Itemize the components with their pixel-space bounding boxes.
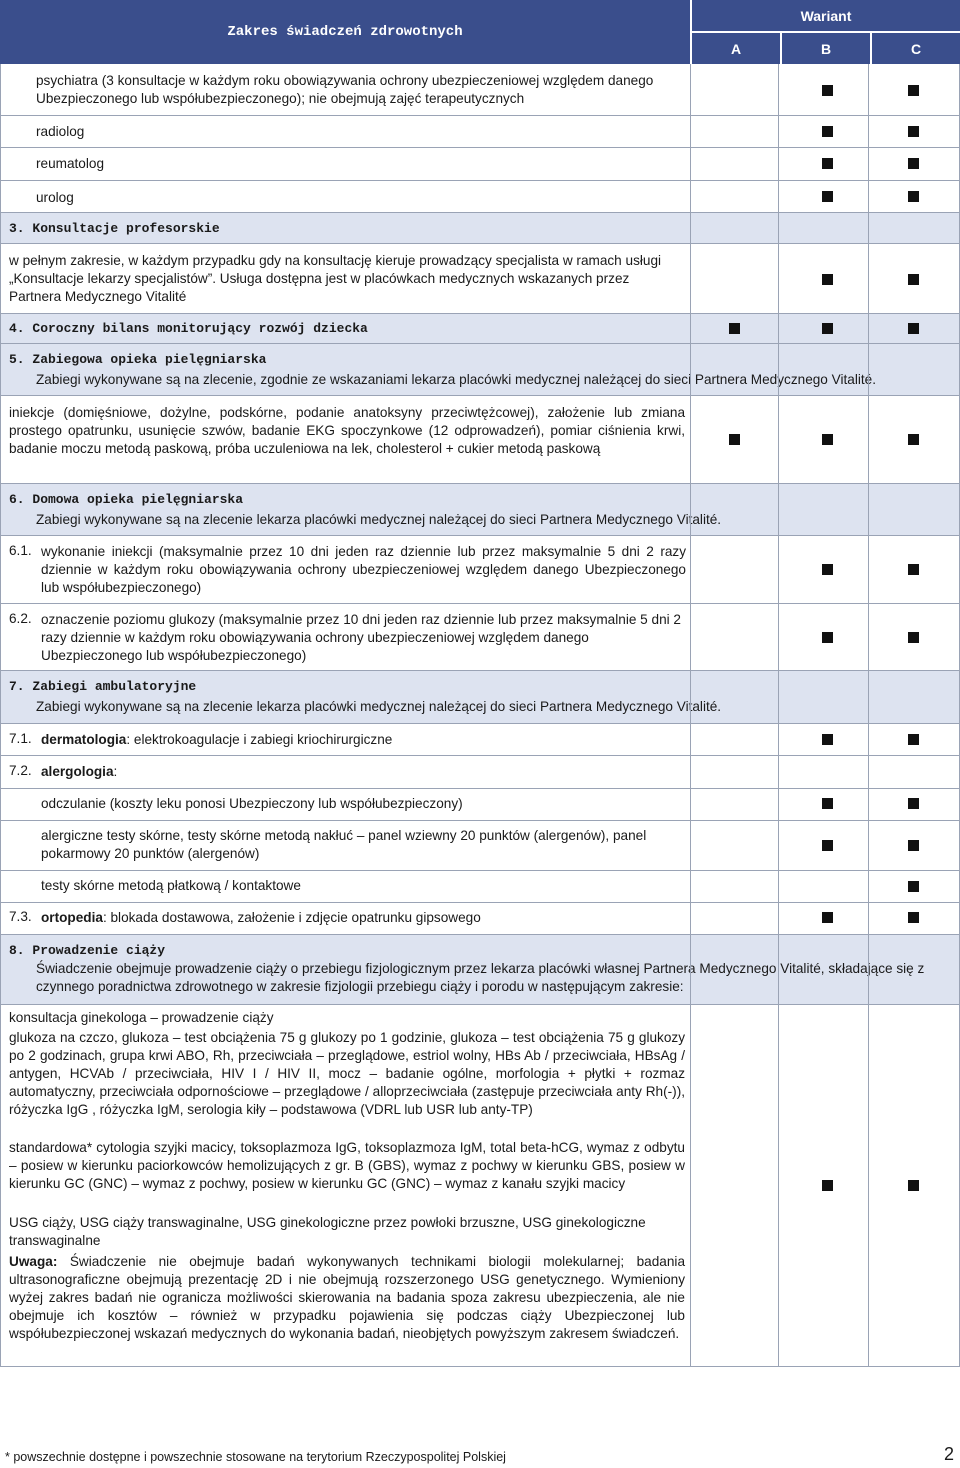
check-b xyxy=(822,434,833,445)
check-c xyxy=(908,158,919,169)
row-prowadzenie-ciazy: konsultacja ginekologa – prowadzenie ciąży glukoza na czczo, glukoza – test obciążenia 75 g glukozy po 1 godzinie, glukoza – test obciążenia 75 g glukozy po 2 godzinach, grupa krwi ABO, Rh, przeciwciała – przeglądowe, estriol wolny, HBs Ab / przeciwciała, HBsAg / antygen, HCVAb / przeciwciała, HIV I / HIV II, mocz – badanie ogólne, morfologia + płytki + rozmaz automatyczny, przeciwciała odpornościowe – przeglądowe / alloprzeciwciała (zastępuje przeciwciała anty Rh(-)), różyczka IgG , różyczka IgM, serologia kiły – podstawowa (VDRL lub USR lub anty-TP) standardowa* cytologia szyjki macicy, toksoplazmoza IgG, toksoplazmoza IgM, total beta-hCG, wymaz z odbytu – posiew w kierunku paciorkowców hemolizujących z gr. B (GBS), wymaz z pochwy w kierunku GBS, posiew w kierunku GC (GNC) – wymaz z pochwy, posiew w kierunku GC (GNC) – wymaz z kanału szyjki macicy USG ciąży, USG ciąży transwaginalne, USG ginekologiczne przez powłoki brzuszne, USG ginekologiczne transwaginalne Uwaga: Świadczenie nie obejmuje badań wykonywanych technikami biologii molekularnej; badania ultrasonograficzne obejmują prezentację 2D i nie obejmują rozszerzonego USG genetycznego. Wymieniony wyżej zakres badań nie ogranicza możliwości skierowania na badania spoza zakresu ubezpieczenia, ale nie obejmuje ich kosztów – również w przypadku pojawienia się podczas ciąży Ubezpieczonej lub współubezpieczonej wskazań medycznych do wykonania badań, nieobjętych powyższym zakresem świadczeń. xyxy=(0,1005,960,1367)
row-konsultacje-profesorskie: w pełnym zakresie, w każdym przypadku gdy na konsultację kieruje prowadzący specjalista w ramach usługi „Konsultacje lekarzy specjalistów”. Usługa dostępna jest w placówkach medycznych wskazanych przez Partnera Medycznego Vitalité xyxy=(0,244,960,314)
check-a xyxy=(729,323,740,334)
check-c xyxy=(908,632,919,643)
check-b xyxy=(822,564,833,575)
check-b xyxy=(822,85,833,96)
check-b xyxy=(822,158,833,169)
check-b xyxy=(822,734,833,745)
check-c xyxy=(908,798,919,809)
check-b xyxy=(822,191,833,202)
footnote: * powszechnie dostępne i powszechnie stosowane na terytorium Rzeczypospolitej Polskiej xyxy=(5,1450,506,1464)
section-3-header: 3. Konsultacje profesorskie xyxy=(0,213,960,244)
check-c xyxy=(908,881,919,892)
page-number: 2 xyxy=(943,1444,954,1464)
variant-c: C xyxy=(910,41,922,57)
check-c xyxy=(908,323,919,334)
variant-label: Wariant xyxy=(800,8,852,24)
check-c xyxy=(908,912,919,923)
row-urolog: urolog xyxy=(0,181,960,213)
section-8-header: 8. Prowadzenie ciąży Świadczenie obejmuje prowadzenie ciąży o przebiegu fizjologicznym przez lekarza placówki własnej Partnera Medycznego Vitalité, składające się z czynnego poradnictwa zdrowotnego w zakresie fizjologii przebiegu ciąży i porodu w następującym zakresie: xyxy=(0,935,960,1005)
row-alergologia: 7.2. alergologia: xyxy=(0,756,960,789)
variant-b: B xyxy=(820,41,832,57)
check-b xyxy=(822,274,833,285)
check-b xyxy=(822,912,833,923)
check-c xyxy=(908,840,919,851)
check-b xyxy=(822,323,833,334)
row-testy-alergiczne: alergiczne testy skórne, testy skórne metodą nakłuć – panel wziewny 20 punktów (alergenów), panel pokarmowy 20 punktów (alergenów) xyxy=(0,821,960,871)
check-c xyxy=(908,274,919,285)
uwaga-note: Uwaga: Świadczenie nie obejmuje badań wykonywanych technikami biologii molekularnej; badania ultrasonograficzne obejmują prezentację 2D i nie obejmują rozszerzonego USG genetycznego. Wymieniony wyżej zakres badań nie ogranicza możliwości skierowania na badania spoza zakresu ubezpieczenia, ale nie obejmuje ich kosztów – również w przypadku pojawienia się podczas ciąży Ubezpieczonej lub współubezpieczonej wskazań medycznych do wykonania badań, nieobjętych powyższym zakresem świadczeń. xyxy=(9,1254,685,1341)
check-b xyxy=(822,632,833,643)
section-7-header: 7. Zabiegi ambulatoryjne Zabiegi wykonywane są na zlecenie lekarza placówki medycznej należącej do sieci Partnera Medycznego Vitalité. xyxy=(0,671,960,724)
row-odczulanie: odczulanie (koszty leku ponosi Ubezpieczony lub współubezpieczony) xyxy=(0,789,960,821)
section-5-header: 5. Zabiegowa opieka pielęgniarska Zabiegi wykonywane są na zlecenie, zgodnie ze wskazaniami lekarza placówki medycznej należącej do sieci Partnera Medycznego Vitalité. xyxy=(0,344,960,396)
row-dermatologia: 7.1. dermatologia: elektrokoagulacje i zabiegi kriochirurgiczne xyxy=(0,724,960,756)
table-header xyxy=(0,0,960,64)
check-c xyxy=(908,564,919,575)
row-glukoza: 6.2. oznaczenie poziomu glukozy (maksymalnie przez 10 dni jeden raz dziennie lub przez maksymalnie 5 dni 2 razy dziennie w każdym roku obowiązywania ochrony ubezpieczeniowej względem danego Ubezpieczonego lub współubezpieczonego) xyxy=(0,604,960,671)
variant-a: A xyxy=(730,41,742,57)
check-a xyxy=(729,434,740,445)
check-c xyxy=(908,85,919,96)
check-b xyxy=(822,840,833,851)
column-title: Zakres świadczeń zdrowotnych xyxy=(0,0,690,64)
section-4-header: 4. Coroczny bilans monitorujący rozwój dziecka xyxy=(0,314,960,344)
check-c xyxy=(908,191,919,202)
check-c xyxy=(908,126,919,137)
row-zabiegi-pielegniarskie: iniekcje (domięśniowe, dożylne, podskórne, podanie anatoksyny przeciwtężcowej), założenie lub zmiana prostego opatrunku, usunięcie szwów, badanie EKG spoczynkowe (12 odprowadzeń), pomiar ciśnienia krwi, badanie moczu metodą paskową, próba uczuleniowa na lek, cholesterol + cukier metodą paskową xyxy=(0,396,960,484)
check-b xyxy=(822,1180,833,1191)
check-b xyxy=(822,798,833,809)
check-c xyxy=(908,1180,919,1191)
section-6-header: 6. Domowa opieka pielęgniarska Zabiegi wykonywane są na zlecenie lekarza placówki medycznej należącej do sieci Partnera Medycznego Vitalité. xyxy=(0,484,960,536)
row-iniekcje-domowe: 6.1. wykonanie iniekcji (maksymalnie przez 10 dni jeden raz dziennie lub przez maksymalnie 5 dni 2 razy dziennie w każdym roku obowiązywania ochrony ubezpieczeniowej względem danego Ubezpieczonego lub współubezpieczonego) xyxy=(0,536,960,604)
row-psychiatra: psychiatra (3 konsultacje w każdym roku obowiązywania ochrony ubezpieczeniowej względem danego Ubezpieczonego lub współubezpieczonego); nie obejmują zajęć terapeutycznych xyxy=(0,64,960,116)
row-radiolog: radiolog xyxy=(0,116,960,148)
variant-header xyxy=(690,0,960,64)
check-c xyxy=(908,734,919,745)
check-b xyxy=(822,126,833,137)
check-c xyxy=(908,434,919,445)
row-reumatolog: reumatolog xyxy=(0,148,960,181)
row-ortopedia: 7.3. ortopedia: blokada dostawowa, założenie i zdjęcie opatrunku gipsowego xyxy=(0,903,960,935)
row-testy-platkowe: testy skórne metodą płatkową / kontaktowe xyxy=(0,871,960,903)
